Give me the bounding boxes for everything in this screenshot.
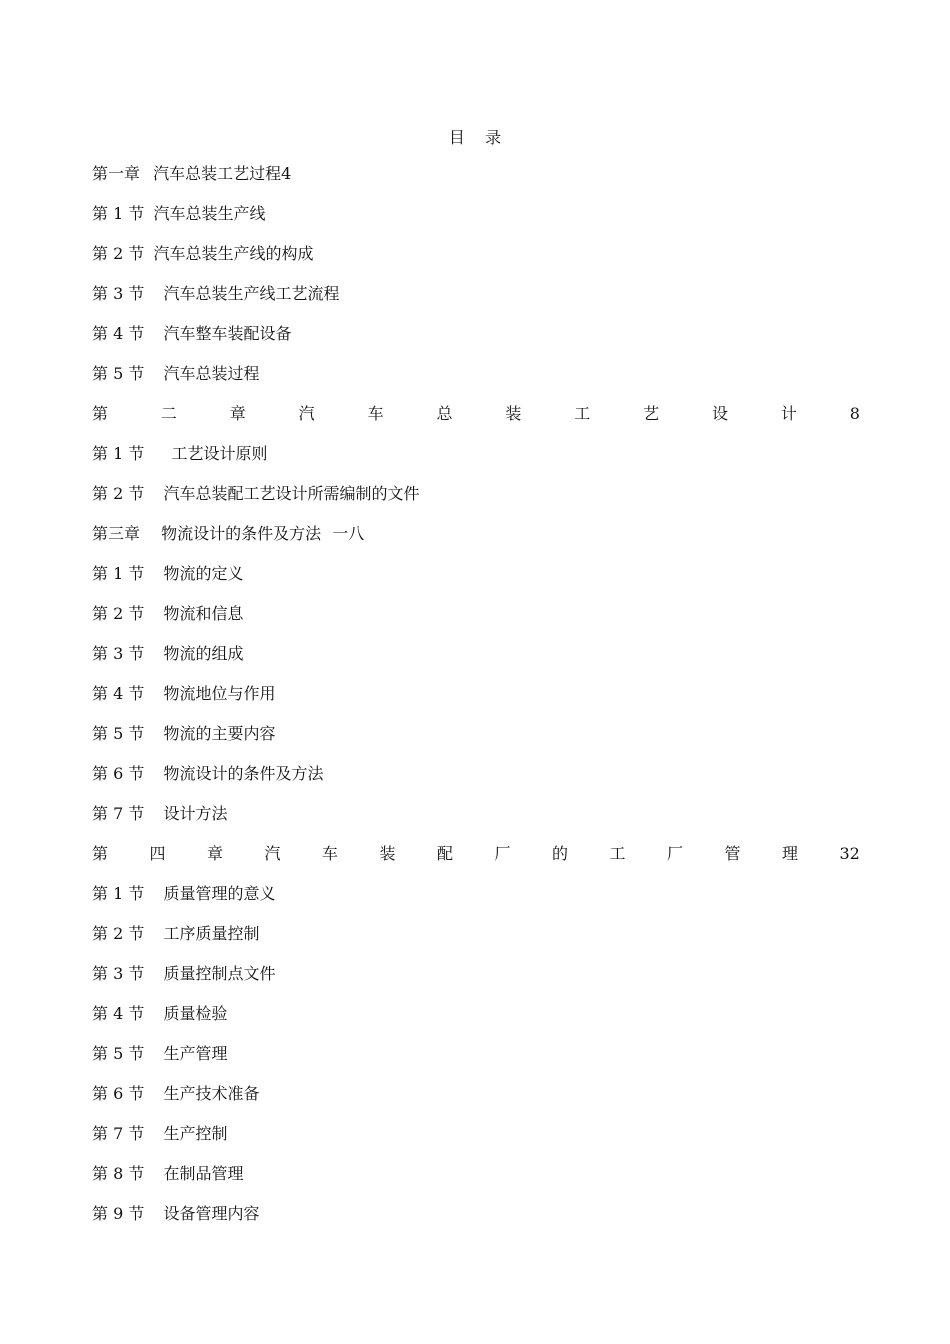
section-number: 第 1 节: [92, 204, 145, 223]
toc-entry[interactable]: [92, 1042, 860, 1066]
section-number: 第 9 节: [92, 1204, 145, 1223]
chapter-title: 物流设计的条件及方法: [161, 524, 322, 543]
section-title: 汽车总装生产线工艺流程: [163, 284, 340, 303]
chapter-title-char: 设: [712, 404, 729, 423]
section-title: 工艺设计原则: [171, 444, 268, 463]
chapter-number-char: 第: [92, 844, 109, 863]
chapter-title-char: 装: [379, 844, 396, 863]
section-title: 设备管理内容: [163, 1204, 260, 1223]
section-number: 第 2 节: [92, 244, 145, 263]
chapter-title-char: 工: [609, 844, 626, 863]
section-title: 生产控制: [163, 1124, 228, 1143]
toc-entry[interactable]: [92, 802, 860, 826]
section-number: 第 1 节: [92, 884, 145, 903]
toc-entry[interactable]: [92, 882, 860, 906]
chapter-number-char: 四: [149, 844, 166, 863]
section-number: 第 6 节: [92, 1084, 145, 1103]
section-title: 汽车总装生产线: [153, 204, 266, 223]
section-title: 生产管理: [163, 1044, 228, 1063]
section-title: 物流的定义: [163, 564, 244, 583]
section-title: 物流的组成: [163, 644, 244, 663]
section-number: 第 3 节: [92, 284, 145, 303]
toc-entry[interactable]: [92, 442, 860, 466]
toc-entry[interactable]: [92, 1122, 860, 1146]
section-number: 第 4 节: [92, 684, 145, 703]
section-number: 第 4 节: [92, 1004, 145, 1023]
toc-entry[interactable]: [92, 562, 860, 586]
chapter-title-char: 总: [436, 404, 453, 423]
chapter-title-char: 配: [437, 844, 454, 863]
chapter-title-char: 理: [782, 844, 799, 863]
section-number: 第 4 节: [92, 324, 145, 343]
toc-entry[interactable]: [92, 322, 860, 346]
chapter-title-char: 工: [574, 404, 591, 423]
toc-entry[interactable]: [92, 1002, 860, 1026]
section-number: 第 7 节: [92, 804, 145, 823]
chapter-number-char: 第: [92, 404, 109, 423]
section-number: 第 3 节: [92, 964, 145, 983]
chapter-title-char: 厂: [667, 844, 684, 863]
section-title: 汽车总装配工艺设计所需编制的文件: [163, 484, 420, 503]
chapter-number-char: 章: [229, 404, 246, 423]
toc-entry[interactable]: [92, 962, 860, 986]
section-number: 第 5 节: [92, 364, 145, 383]
section-title: 物流的主要内容: [163, 724, 276, 743]
chapter-title-char: 车: [322, 844, 339, 863]
chapter-number-char: 二: [160, 404, 177, 423]
toc-title: [0, 125, 950, 151]
section-title: 工序质量控制: [163, 924, 260, 943]
section-title: 质量管理的意义: [163, 884, 276, 903]
toc-entry[interactable]: [92, 202, 860, 226]
chapter-title-char: 管: [724, 844, 741, 863]
page-number: 4: [281, 164, 292, 183]
chapter-title-char: 汽: [298, 404, 315, 423]
section-number: 第 3 节: [92, 644, 145, 663]
section-title: 设计方法: [163, 804, 228, 823]
page-number: 8: [849, 404, 860, 423]
section-title: 汽车总装过程: [163, 364, 260, 383]
toc-entry[interactable]: [92, 242, 860, 266]
page-number: 一八: [332, 524, 365, 543]
chapter-number: 第三章: [92, 524, 141, 543]
section-title: 汽车整车装配设备: [163, 324, 292, 343]
section-title: 在制品管理: [163, 1164, 244, 1183]
section-title: 物流和信息: [163, 604, 244, 623]
toc-entry[interactable]: [92, 602, 860, 626]
chapter-title-char: 车: [367, 404, 384, 423]
toc-entry[interactable]: [92, 922, 860, 946]
toc-entry-spread[interactable]: [92, 842, 860, 866]
section-number: 第 6 节: [92, 764, 145, 783]
chapter-title-char: 的: [552, 844, 569, 863]
chapter-number-char: 章: [207, 844, 224, 863]
section-number: 第 7 节: [92, 1124, 145, 1143]
toc-entry[interactable]: [92, 162, 860, 186]
chapter-title-char: 计: [780, 404, 797, 423]
section-number: 第 1 节: [92, 564, 145, 583]
toc-entry[interactable]: [92, 642, 860, 666]
toc-entry[interactable]: [92, 722, 860, 746]
chapter-title-char: 装: [505, 404, 522, 423]
toc-entry[interactable]: [92, 282, 860, 306]
chapter-title: 汽车总装工艺过程: [153, 164, 282, 183]
chapter-title-char: 汽: [264, 844, 281, 863]
toc-entry[interactable]: [92, 762, 860, 786]
section-number: 第 8 节: [92, 1164, 145, 1183]
chapter-number: 第一章: [92, 164, 141, 183]
section-number: 第 2 节: [92, 924, 145, 943]
toc-entry-spread[interactable]: [92, 402, 860, 426]
section-title: 质量控制点文件: [163, 964, 276, 983]
section-number: 第 1 节: [92, 444, 145, 463]
section-number: 第 5 节: [92, 1044, 145, 1063]
toc-entry[interactable]: [92, 522, 860, 546]
section-title: 汽车总装生产线的构成: [153, 244, 314, 263]
toc-entry[interactable]: [92, 1082, 860, 1106]
chapter-title-char: 艺: [643, 404, 660, 423]
page-number: 32: [839, 844, 860, 863]
toc-entry[interactable]: [92, 362, 860, 386]
section-title: 物流设计的条件及方法: [163, 764, 324, 783]
section-title: 质量检验: [163, 1004, 228, 1023]
section-title: 物流地位与作用: [163, 684, 276, 703]
section-number: 第 2 节: [92, 484, 145, 503]
section-number: 第 5 节: [92, 724, 145, 743]
toc-entry[interactable]: [92, 1162, 860, 1186]
toc-entry[interactable]: [92, 682, 860, 706]
toc-entry[interactable]: [92, 1202, 860, 1226]
section-title: 生产技术准备: [163, 1084, 260, 1103]
toc-title-text: 目 录: [448, 128, 502, 147]
toc-entry[interactable]: [92, 482, 860, 506]
section-number: 第 2 节: [92, 604, 145, 623]
chapter-title-char: 厂: [494, 844, 511, 863]
